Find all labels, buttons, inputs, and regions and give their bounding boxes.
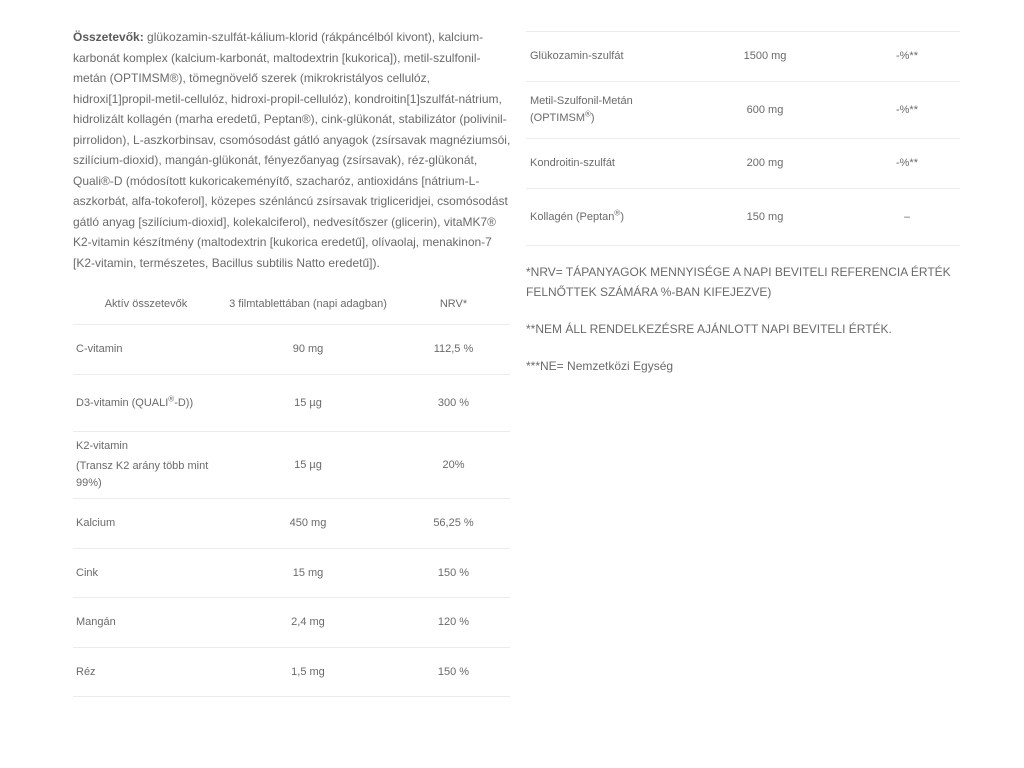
- left-column: [73, 27, 513, 697]
- row-amount: 1,5 mg: [219, 648, 397, 697]
- row-amount: 450 mg: [219, 499, 397, 549]
- table-row: [526, 82, 960, 139]
- row-name-text: Kollagén (Peptan: [530, 210, 615, 223]
- row-name: Kondroitin-szulfát: [526, 139, 676, 189]
- registered-mark: ®: [614, 207, 621, 217]
- row-amount: 90 mg: [219, 325, 397, 375]
- table-row: [73, 549, 510, 598]
- row-name-text: D3-vitamin (QUALI: [76, 396, 169, 409]
- registered-mark: ®: [168, 393, 175, 403]
- footnotes: [526, 262, 960, 376]
- row-name-text: Metil-Szulfonil-Metán (OPTIMSM: [530, 95, 633, 124]
- row-name-note: (Transz K2 arány több mint 99%): [76, 460, 209, 489]
- row-amount: 600 mg: [676, 82, 854, 139]
- row-name-suffix: ): [590, 112, 595, 124]
- table-row: [73, 325, 510, 375]
- row-amount: 15 mg: [219, 549, 397, 598]
- row-nrv: 20%: [397, 432, 510, 499]
- row-nrv: 300 %: [397, 375, 510, 432]
- right-column: [526, 31, 960, 376]
- table-header-row: [73, 284, 510, 325]
- row-name: C-vitamin: [73, 325, 219, 375]
- row-amount: 1500 mg: [676, 32, 854, 82]
- footnote-nrv: *NRV= TÁPANYAGOK MENNYISÉGE A NAPI BEVITELI REFERENCIA ÉRTÉK FELNŐTTEK SZÁMÁRA %-BAN KIFEJEZVE): [526, 265, 951, 299]
- row-nrv: 112,5 %: [397, 325, 510, 375]
- table-row: [526, 189, 960, 246]
- footnote-no-reference: **NEM ÁLL RENDELKEZÉSRE AJÁNLOTT NAPI BEVITELI ÉRTÉK.: [526, 322, 892, 336]
- row-nrv: 150 %: [397, 648, 510, 697]
- row-nrv: -%**: [854, 82, 960, 139]
- table-row: [73, 598, 510, 648]
- row-name: Kalcium: [73, 499, 219, 549]
- row-nrv: 120 %: [397, 598, 510, 648]
- table-row: [73, 432, 510, 499]
- table-row: [73, 648, 510, 697]
- row-nrv: -%**: [854, 139, 960, 189]
- row-amount: 15 µg: [219, 375, 397, 432]
- table-row: [73, 499, 510, 549]
- row-amount: 150 mg: [676, 189, 854, 246]
- row-name-text: K2-vitamin: [76, 440, 128, 452]
- ingredients-paragraph: [73, 27, 513, 273]
- table-row: [526, 32, 960, 82]
- table-row: [526, 139, 960, 189]
- header-nrv: NRV*: [397, 284, 510, 325]
- row-name: Glükozamin-szulfát: [526, 32, 676, 82]
- active-ingredients-table: [73, 284, 510, 697]
- row-name: Cink: [73, 549, 219, 598]
- row-name: [526, 189, 676, 246]
- row-nrv: –: [854, 189, 960, 246]
- other-ingredients-table: [526, 31, 960, 246]
- ingredients-label: Összetevők:: [73, 30, 144, 44]
- registered-mark: ®: [585, 109, 591, 119]
- table-row: [73, 375, 510, 432]
- row-name: [73, 375, 219, 432]
- row-nrv: -%**: [854, 32, 960, 82]
- row-nrv: 56,25 %: [397, 499, 510, 549]
- header-active-ingredients: Aktív összetevők: [73, 284, 219, 325]
- header-daily-dose: 3 filmtablettában (napi adagban): [219, 284, 397, 325]
- row-name: [526, 82, 676, 139]
- row-name: [73, 432, 219, 499]
- row-amount: 200 mg: [676, 139, 854, 189]
- row-name-suffix: ): [620, 210, 624, 223]
- row-nrv: 150 %: [397, 549, 510, 598]
- row-name: Mangán: [73, 598, 219, 648]
- row-amount: 2,4 mg: [219, 598, 397, 648]
- row-amount: 15 µg: [219, 432, 397, 499]
- ingredients-text: glükozamin-szulfát-kálium-klorid (rákpáncélból kivont), kalcium-karbonát komplex (kalcium-karbonát, maltodextrin [kukorica]), metil-szulfonil-metán (OPTIMSM®), tömegnövelő szerek (mikrokristályos cellulóz, hidroxi[1]propil-metil-cellulóz, hidroxi-propil-cellulóz), kondroitin[1]szulfát-nátrium, hidrolizált kollagén (marha eredetű, Peptan®), cink-glükonát, stabilizátor (polivinil-pirrolidon), L-aszkorbinsav, csomósodást gátló anyagok (zsírsavak magnéziumsói, szilícium-dioxid), mangán-glükonát, fényezőanyag (zsírsavak), réz-glükonát, Quali®-D (módosított kukoricakeményítő, szacharóz, antioxidáns [nátrium-L-aszkorbát, alfa-tokoferol], közepes szénláncú zsírsavak trigliceridjei, csomósodást gátló anyag [szilícium-dioxid], kolekalciferol), nedvesítőszer (glicerin), vitaMK7® K2-vitamin készítmény (maltodextrin [kukorica eredetű], olívaolaj, menakinon-7 [K2-vitamin, természetes, Bacillus subtilis Natto eredetű]).: [73, 30, 511, 270]
- footnote-ne: ***NE= Nemzetközi Egység: [526, 359, 674, 373]
- row-name-suffix: -D)): [174, 396, 194, 409]
- row-name: Réz: [73, 648, 219, 697]
